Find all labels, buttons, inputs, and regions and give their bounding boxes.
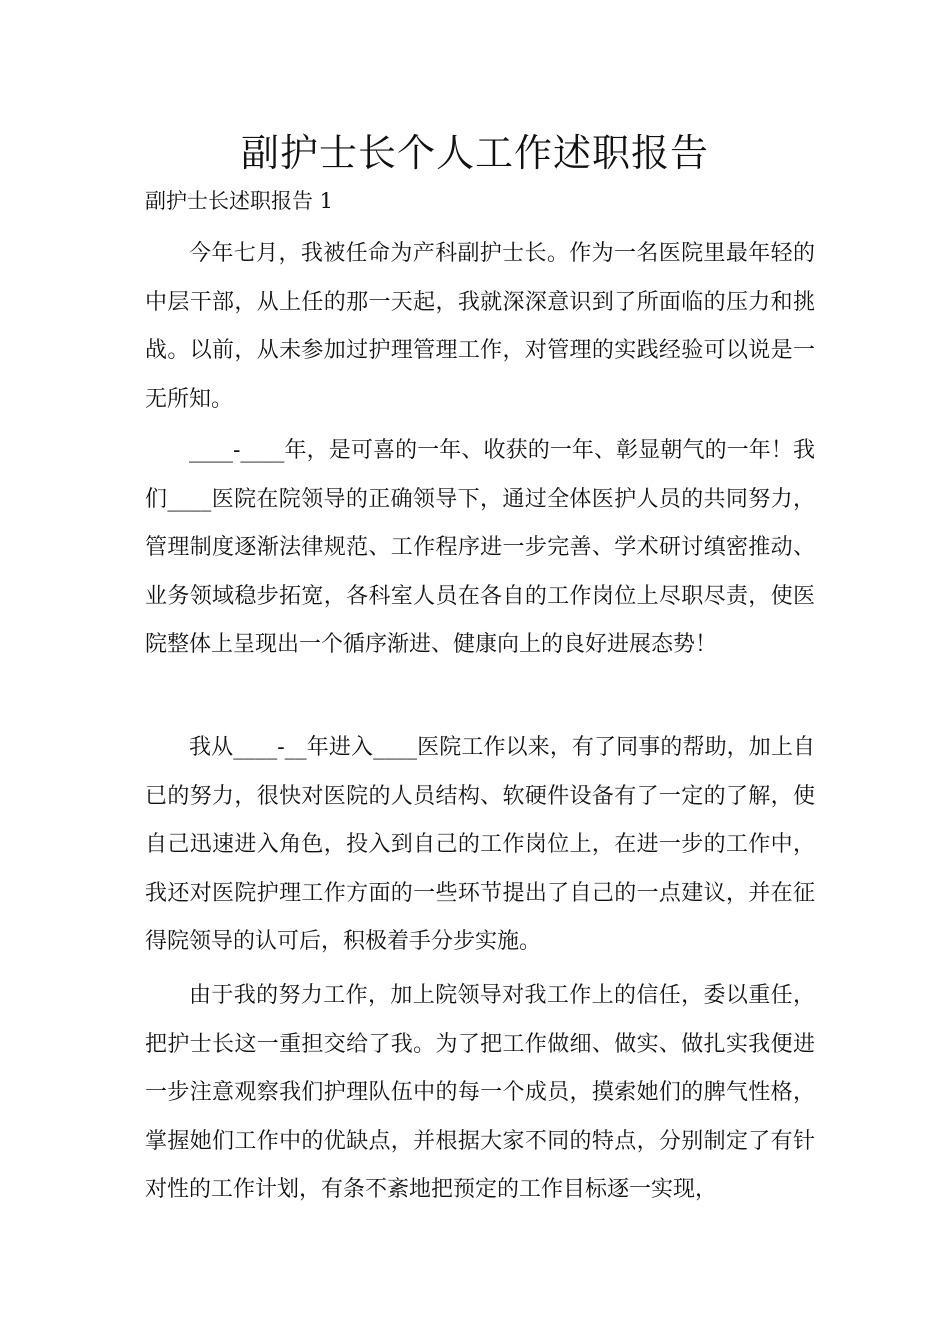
paragraph-3: 我从____-__年进入____医院工作以来，有了同事的帮助，加上自已的努力，很快对医院的人员结构、软硬件设备有了一定的了解，使自己迅速进入角色，投入到自己的工作岗位上，在进一步的工作中，我还对医院护理工作方面的一些环节提出了自己的一点建议，并在征得院领导的认可后，积极着手分步实施。 — [145, 735, 815, 954]
paragraph-1: 今年七月，我被任命为产科副护士长。作为一名医院里最年轻的中层干部，从上任的那一天起，我就深深意识到了所面临的压力和挑战。以前，从未参加过护理管理工作，对管理的实践经验可以说是一无所知。 — [145, 241, 815, 412]
section-heading: 副护士长述职报告 1 — [145, 189, 334, 213]
paragraph-4: 由于我的努力工作，加上院领导对我工作上的信任，委以重任，把护士长这一重担交给了我。为了把工作做细、做实、做扎实我便进一步注意观察我们护理队伍中的每一个成员，摸索她们的脾气性格，掌握她们工作中的优缺点，并根据大家不同的特点，分别制定了有针对性的工作计划，有条不紊地把预定的工作目标逐一实现， — [145, 983, 815, 1202]
paragraph-2: ____-____年，是可喜的一年、收获的一年、彰显朝气的一年！我们____医院在院领导的正确领导下，通过全体医护人员的共同努力，管理制度逐渐法律规范、工作程序进一步完善、学术研讨缜密推动、业务领域稳步拓宽，各科室人员在各自的工作岗位上尽职尽责，使医院整体上呈现出一个循序渐进、健康向上的良好进展态势！ — [145, 438, 815, 657]
document-title: 副护士长个人工作述职报告 — [240, 131, 709, 175]
